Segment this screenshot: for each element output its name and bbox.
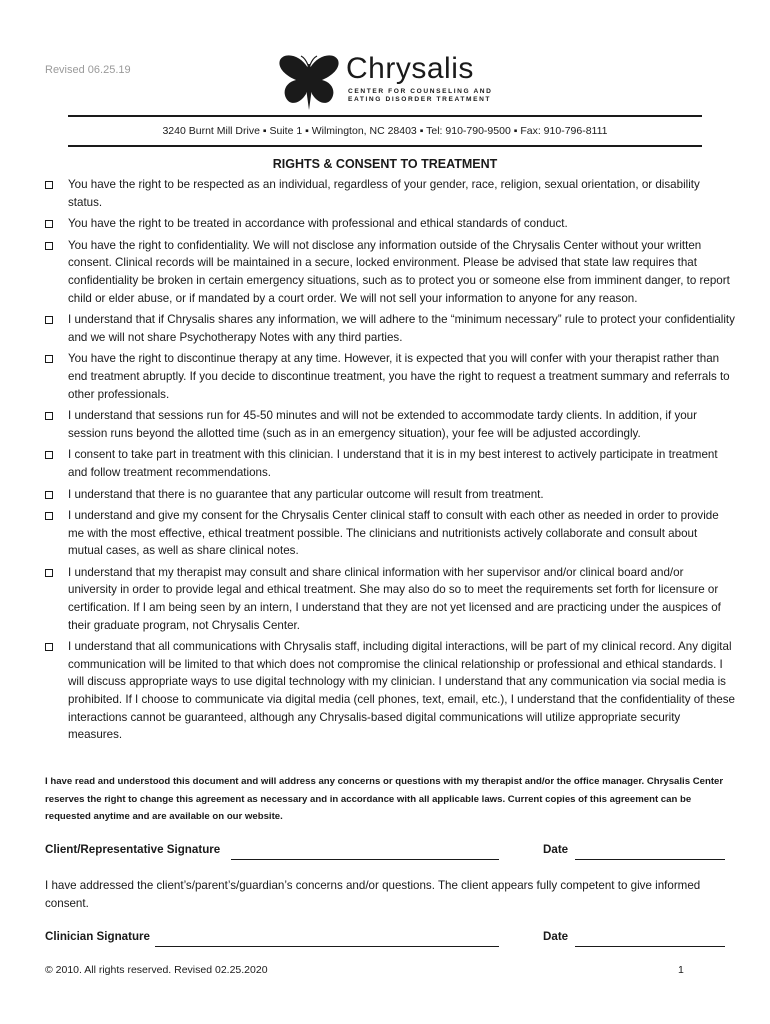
list-item (45, 486, 735, 504)
checkbox-icon (45, 512, 53, 520)
checkbox-icon (45, 220, 53, 228)
list-item (45, 311, 735, 346)
list-item (45, 350, 735, 403)
header-rule-top (68, 115, 702, 117)
tagline-line-2: EATING DISORDER TREATMENT (348, 96, 492, 103)
client-signature-line[interactable] (231, 859, 499, 860)
client-date-line[interactable] (575, 859, 725, 860)
list-item-text: I consent to take part in treatment with this clinician. I understand that it is in my best interest to actively participate in treatment and follow treatment recommendations. (68, 448, 718, 479)
client-date-label: Date (543, 843, 569, 856)
document-title: RIGHTS & CONSENT TO TREATMENT (272, 157, 498, 171)
checkbox-icon (45, 355, 53, 363)
checkbox-icon (45, 569, 53, 577)
list-item (45, 638, 735, 744)
clinician-signature-row (45, 930, 735, 948)
checkbox-icon (45, 451, 53, 459)
clinician-statement: I have addressed the client’s/parent’s/guardian’s concerns and/or questions. The client appears fully competent to give informed consent. (45, 879, 701, 910)
list-item-text: I understand that my therapist may consult and share clinical information with her supervisor and/or clinical board and/or university in order to provide legal and ethical treatment. She may also do so to meet the requirements set forth for licensure or certification. If I am being seen by an intern, I understand that they are not yet licensed and are practicing under the auspices of their graduate program, not Chrysalis Center. (68, 565, 721, 632)
footer-copyright: © 2010. All rights reserved. Revised 02.25.2020 (45, 964, 268, 976)
contact-address: 3240 Burnt Mill Drive ▪ Suite 1 ▪ Wilmington, NC 28403 ▪ Tel: 910-790-9500 ▪ Fax: 910-796-8111 (162, 125, 608, 137)
checkbox-icon (45, 412, 53, 420)
header-rule-bottom (68, 145, 702, 147)
rights-list (45, 176, 735, 748)
checkbox-icon (45, 643, 53, 651)
clinician-date-line[interactable] (575, 946, 725, 947)
list-item-text: You have the right to confidentiality. We will not disclose any information outside of the Chrysalis Center without your written consent. Clinical records will be maintained in a secure, locked environment. Please be advised that state law requires that confidentiality be broken in certain emergency situations, such as to protect you or someone else from imminent danger, to report child or elder abuse, or if mandated by a court order. We will not sell your information to anyone for any reason. (68, 238, 730, 305)
chrysalis-logo (278, 52, 498, 112)
tagline-line-1: CENTER FOR COUNSELING AND (348, 88, 493, 95)
list-item-text: I understand and give my consent for the Chrysalis Center clinical staff to consult with each other as needed in order to provide me with the most effective, ethical treatment possible. The clinicians and nutritionists actively collaborate and consult about mutual cases, as well as share clinical notes. (68, 509, 719, 558)
checkbox-icon (45, 242, 53, 250)
checkbox-icon (45, 491, 53, 499)
client-signature-label: Client/Representative Signature (45, 843, 221, 856)
list-item (45, 446, 735, 481)
list-item (45, 564, 735, 634)
list-item (45, 507, 735, 560)
list-item-text: You have the right to be treated in accordance with professional and ethical standards of conduct. (68, 217, 568, 231)
clinician-signature-line[interactable] (155, 946, 499, 947)
list-item (45, 237, 735, 307)
checkbox-icon (45, 181, 53, 189)
page-number: 1 (678, 964, 684, 976)
brand-name: Chrysalis (346, 52, 474, 85)
revision-note: Revised 06.25.19 (45, 64, 131, 76)
list-item-text: I understand that all communications with Chrysalis staff, including digital interactions, will be part of my clinical record. Any digital communication will be limited to that which does not compromise the clinical relationship or professional and ethical standards. I will discuss appropriate ways to use digital technology with my clinician. I understand that any communication via social media is prohibited. If I choose to communicate via digital media (cell phones, text, email, etc.), I understand that the confidentiality of these interactions cannot be guaranteed, although any Chrysalis-based digital communications will utilize appropriate security measures. (68, 640, 736, 742)
list-item (45, 215, 735, 233)
clinician-signature-label: Clinician Signature (45, 930, 151, 943)
client-signature-row (45, 843, 735, 861)
acknowledgement-text: I have read and understood this document and will address any concerns or questions with my therapist and/or the office manager. Chrysalis Center reserves the right to change this agreement as necessary and in accordance with all applicable laws. Current copies of this agreement can be requested anytime and are available on our website. (45, 776, 724, 822)
checkbox-icon (45, 316, 53, 324)
list-item-text: You have the right to discontinue therapy at any time. However, it is expected that you will confer with your therapist rather than end treatment abruptly. If you decide to discontinue treatment, you have the right to request a treatment summary and referrals to other professionals. (68, 352, 730, 401)
list-item-text: I understand that there is no guarantee that any particular outcome will result from treatment. (68, 487, 544, 501)
clinician-date-label: Date (543, 930, 569, 943)
list-item (45, 407, 735, 442)
butterfly-icon (278, 52, 340, 112)
list-item-text: You have the right to be respected as an individual, regardless of your gender, race, religion, sexual orientation, or disability status. (68, 178, 700, 209)
list-item-text: I understand that sessions run for 45-50 minutes and will not be extended to accommodate tardy clients. In addition, if your session runs beyond the allotted time (such as in an emergency situation), your fee will be adjusted accordingly. (68, 409, 697, 440)
list-item (45, 176, 735, 211)
brand-tagline (348, 88, 493, 104)
list-item-text: I understand that if Chrysalis shares any information, we will adhere to the “minimum necessary” rule to protect your confidentiality and we will not share Psychotherapy Notes with any third parties. (68, 313, 735, 344)
